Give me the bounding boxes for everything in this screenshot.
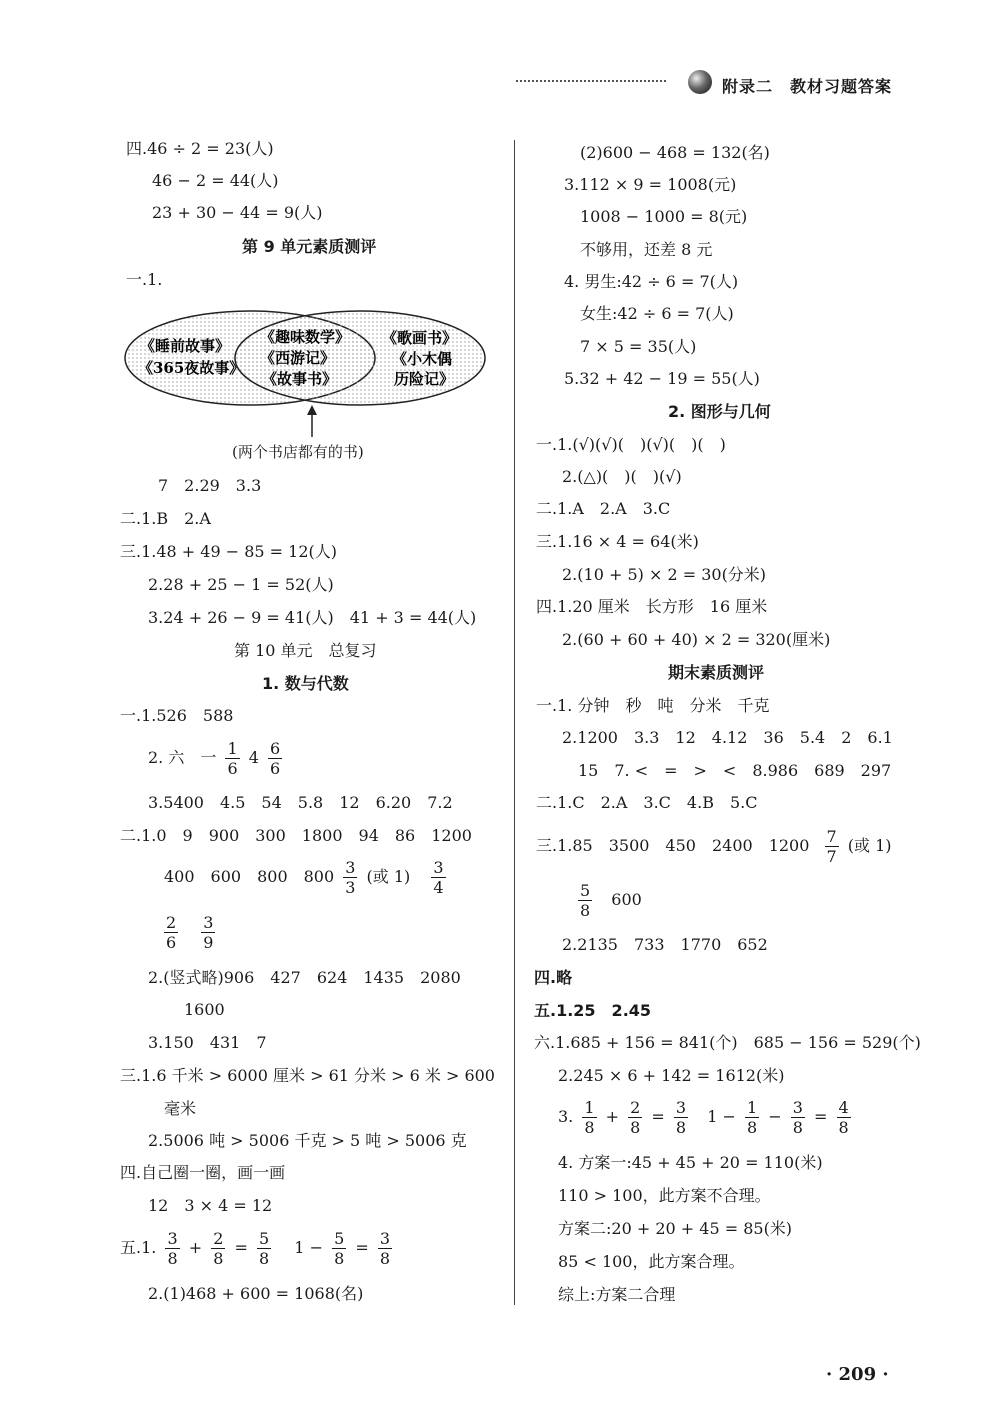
text-segment: (或 1) (847, 836, 892, 855)
answer-line: 85 < 100，此方案合理。 (558, 1252, 745, 1271)
text-segment: 400 600 800 800 (164, 867, 335, 886)
answer-line-fractions (558, 1097, 855, 1137)
venn-right-item: 历险记》 (394, 370, 455, 388)
answer-line: 3.5400 4.5 54 5.8 12 6.20 7.2 (148, 793, 453, 812)
answer-line: 一.1. 分钟 秒 吨 分米 千克 (536, 696, 770, 715)
text-segment: = (814, 1107, 828, 1126)
answer-line: 二.1.B 2.A (120, 509, 211, 528)
answer-line: 三.1.48 + 49 − 85 = 12(人) (120, 542, 338, 561)
answer-line: 1600 (184, 1000, 225, 1019)
text-segment: = (651, 1107, 665, 1126)
header-dotted-rule (516, 80, 666, 82)
subsection-heading: 1. 数与代数 (262, 674, 349, 693)
answer-line: 三.1.16 × 4 = 64(米) (536, 532, 699, 551)
answer-line: 3.24 + 26 − 9 = 41(人) 41 + 3 = 44(人) (148, 608, 477, 627)
fraction: $\frac{6}{6}$ (270, 739, 281, 778)
fraction: $\frac{5}{8}$ (259, 1229, 270, 1268)
text-segment: 600 (611, 890, 642, 909)
text-segment: + (188, 1238, 203, 1257)
text-segment: (或 1) (366, 867, 411, 886)
answer-line: 六.1.685 + 156 = 841(个) 685 − 156 = 529(个) (534, 1033, 921, 1052)
answer-line: 5.32 + 42 − 19 = 55(人) (564, 369, 760, 388)
answer-line: 女生:42 ÷ 6 = 7(人) (580, 304, 734, 323)
fraction: $\frac{4}{8}$ (838, 1098, 849, 1137)
text-segment: = (234, 1238, 248, 1257)
answer-line: 46 − 2 = 44(人) (152, 171, 279, 190)
fraction: $\frac{2}{8}$ (213, 1229, 224, 1268)
answer-line: 2.245 × 6 + 142 = 1612(米) (558, 1066, 785, 1085)
answer-line-fractions (536, 826, 892, 866)
venn-left-item: 《睡前故事》 (140, 337, 231, 355)
answer-line: 2.5006 吨 > 5006 千克 > 5 吨 > 5006 克 (148, 1131, 467, 1150)
header-ball-icon (688, 70, 712, 94)
answer-line: 毫米 (164, 1099, 197, 1118)
text-segment: 五.1. (120, 1238, 157, 1257)
venn-middle-item: 《故事书》 (262, 370, 338, 388)
answer-line: 2.(△)( )( )(√) (562, 467, 682, 486)
fraction: $\frac{5}{8}$ (334, 1229, 345, 1268)
answer-line: 7 2.29 3.3 (158, 476, 262, 495)
answer-line: 23 + 30 − 44 = 9(人) (152, 203, 323, 222)
text-segment: 1 − (294, 1238, 323, 1257)
venn-right-item: 《歌画书》 (382, 329, 458, 347)
column-divider (514, 140, 515, 1305)
page-number: · 209 · (826, 1364, 889, 1385)
answer-line: 四.46 ÷ 2 = 23(人) (126, 139, 274, 158)
fraction: $\frac{3}{4}$ (433, 858, 444, 897)
answer-line: 4. 方案一:45 + 45 + 20 = 110(米) (558, 1153, 823, 1172)
text-segment: 1 − (707, 1107, 736, 1126)
answer-line: 2.(60 + 60 + 40) × 2 = 320(厘米) (562, 630, 831, 649)
venn-left-item: 《365夜故事》 (138, 359, 245, 377)
answer-line: 1008 − 1000 = 8(元) (580, 207, 748, 226)
fraction: $\frac{1}{6}$ (227, 739, 238, 778)
answer-line: 四.自己圈一圈，画一画 (120, 1163, 286, 1182)
fraction: $\frac{3}{8}$ (379, 1229, 391, 1268)
answer-line-fractions (160, 912, 219, 952)
answer-line: 2.1200 3.3 12 4.12 36 5.4 2 6.1 (562, 728, 893, 747)
fraction: $\frac{2}{6}$ (166, 913, 177, 952)
answer-line: 2.2135 733 1770 652 (562, 935, 768, 954)
venn-pointer-arrowhead (307, 405, 317, 415)
section-heading-unit10: 第 10 单元 总复习 (234, 641, 377, 660)
fraction: $\frac{3}{8}$ (675, 1098, 687, 1137)
answer-line: 3.112 × 9 = 1008(元) (564, 175, 737, 194)
fraction: $\frac{3}{8}$ (792, 1098, 803, 1137)
venn-diagram (120, 305, 490, 440)
fraction: $\frac{3}{8}$ (167, 1229, 178, 1268)
answer-line-fractions (120, 1228, 396, 1268)
answer-line: 2.28 + 25 − 1 = 52(人) (148, 575, 334, 594)
section-heading-unit9: 第 9 单元素质测评 (242, 237, 377, 256)
text-segment: 三.1.85 3500 450 2400 1200 (536, 836, 810, 855)
answer-line: 一.1. (126, 270, 163, 289)
fraction: $\frac{5}{8}$ (580, 881, 591, 920)
venn-right-item: 《小木偶 (392, 350, 453, 368)
fraction: $\frac{2}{8}$ (630, 1098, 641, 1137)
answer-line: 3.150 431 7 (148, 1033, 267, 1052)
answer-line: 四.1.20 厘米 长方形 16 厘米 (536, 597, 768, 616)
answer-line: 五.1.25 2.45 (534, 1001, 652, 1020)
text-segment: = (355, 1238, 369, 1257)
answer-line: 一.1.526 588 (120, 706, 234, 725)
answer-line: 综上:方案二合理 (558, 1285, 676, 1304)
answer-line: 方案二:20 + 20 + 45 = 85(米) (558, 1219, 793, 1238)
fraction: $\frac{3}{9}$ (203, 913, 214, 952)
subsection-heading: 2. 图形与几何 (668, 402, 771, 421)
venn-middle-item: 《西游记》 (260, 349, 336, 367)
answer-line: 12 3 × 4 = 12 (148, 1196, 273, 1215)
answer-line-fractions (148, 738, 286, 778)
answer-line: 7 × 5 = 35(人) (580, 337, 697, 356)
answer-line: 110 > 100，此方案不合理。 (558, 1186, 771, 1205)
answer-line: 2.(10 + 5) × 2 = 30(分米) (562, 565, 767, 584)
answer-line: 二.1.A 2.A 3.C (536, 499, 671, 518)
text-segment: − (768, 1107, 782, 1126)
answer-line: 2.(竖式略)906 427 624 1435 2080 (148, 968, 461, 987)
venn-caption: (两个书店都有的书) (232, 443, 364, 461)
answer-line-fractions (164, 857, 450, 897)
fraction: $\frac{1}{8}$ (746, 1098, 758, 1137)
answer-line: 三.1.6 千米 > 6000 厘米 > 61 分米 > 6 米 > 600 (120, 1066, 495, 1085)
answer-line-fractions (574, 880, 642, 920)
section-heading-final: 期末素质测评 (668, 663, 765, 682)
answer-line: (2)600 − 468 = 132(名) (580, 143, 770, 162)
answer-line: 2.(1)468 + 600 = 1068(名) (148, 1284, 364, 1303)
answer-line: 不够用，还差 8 元 (580, 240, 713, 259)
text-segment: 4 (248, 748, 259, 767)
venn-middle-item: 《趣味数学》 (260, 328, 351, 346)
page-header-title: 附录二 教材习题答案 (722, 77, 893, 96)
text-segment: 2. 六 一 (148, 748, 217, 767)
text-segment: + (605, 1107, 620, 1126)
answer-line: 一.1.(√)(√)( )(√)( )( ) (536, 435, 726, 454)
fraction: $\frac{3}{3}$ (345, 858, 356, 897)
answer-line: 二.1.C 2.A 3.C 4.B 5.C (536, 793, 758, 812)
fraction: $\frac{7}{7}$ (826, 827, 837, 866)
answer-line: 二.1.0 9 900 300 1800 94 86 1200 (120, 826, 472, 845)
answer-line: 15 7. < = > < 8.986 689 297 (578, 761, 892, 780)
answer-line: 4. 男生:42 ÷ 6 = 7(人) (564, 272, 739, 291)
fraction: $\frac{1}{8}$ (584, 1098, 595, 1137)
answer-line: 四.略 (534, 968, 573, 987)
text-segment: 3. (558, 1107, 574, 1126)
